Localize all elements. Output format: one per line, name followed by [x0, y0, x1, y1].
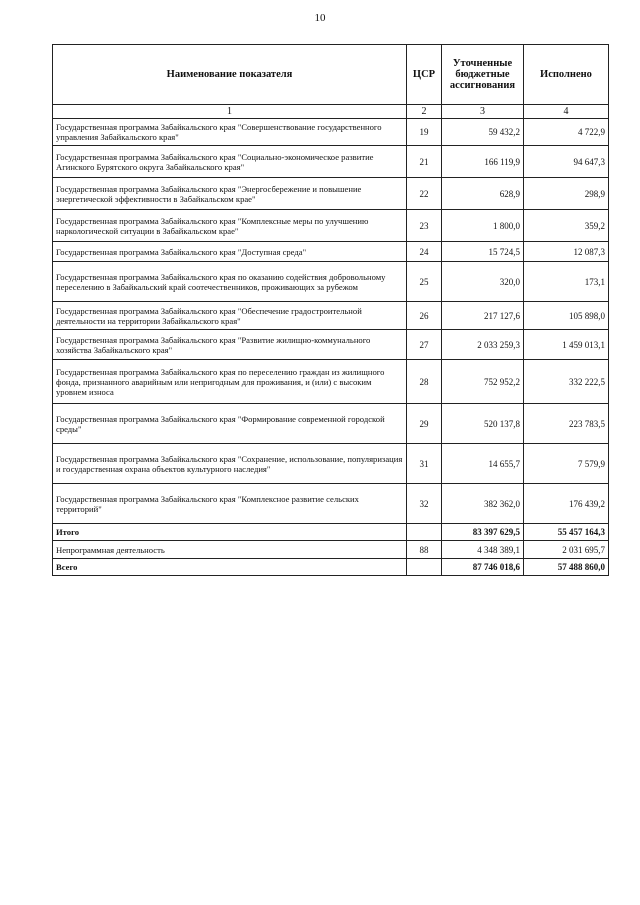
row-name: Государственная программа Забайкальского края "Комплексное развитие сельских территорий": [53, 484, 407, 524]
non-program-csr: 88: [407, 541, 442, 559]
row-allocations: 628,9: [442, 178, 524, 210]
row-csr: 21: [407, 146, 442, 178]
row-executed: 1 459 013,1: [524, 330, 609, 360]
column-number-row: [53, 105, 609, 119]
table-row: [53, 330, 609, 360]
table-row: [53, 242, 609, 262]
table-row: [53, 178, 609, 210]
row-csr: 26: [407, 302, 442, 330]
table-row: [53, 146, 609, 178]
row-executed: 7 579,9: [524, 444, 609, 484]
row-name: Государственная программа Забайкальского края "Формирование современной городской среды": [53, 404, 407, 444]
table-row: [53, 404, 609, 444]
row-executed: 332 222,5: [524, 360, 609, 404]
row-executed: 298,9: [524, 178, 609, 210]
column-number: 1: [53, 105, 407, 119]
row-executed: 173,1: [524, 262, 609, 302]
row-csr: 28: [407, 360, 442, 404]
row-allocations: 15 724,5: [442, 242, 524, 262]
total-programs-label: Итого: [53, 524, 407, 541]
row-name: Государственная программа Забайкальского края "Комплексные меры по улучшению наркологической ситуации в Забайкальском крае": [53, 210, 407, 242]
table-row: [53, 444, 609, 484]
grand-total-row: [53, 559, 609, 576]
row-allocations: 520 137,8: [442, 404, 524, 444]
row-csr: 32: [407, 484, 442, 524]
row-allocations: 166 119,9: [442, 146, 524, 178]
row-executed: 176 439,2: [524, 484, 609, 524]
column-number: 3: [442, 105, 524, 119]
row-name: Государственная программа Забайкальского края "Сохранение, использование, популяризация и государственная охрана объектов культурного наследия": [53, 444, 407, 484]
grand-total-allocations: 87 746 018,6: [442, 559, 524, 576]
row-name: Государственная программа Забайкальского края "Энергосбережение и повышение энергетической эффективности в Забайкальском крае": [53, 178, 407, 210]
header-csr: ЦСР: [407, 45, 442, 105]
table-row: [53, 262, 609, 302]
row-executed: 12 087,3: [524, 242, 609, 262]
row-name: Государственная программа Забайкальского края "Обеспечение градостроительной деятельности на территории Забайкальского края": [53, 302, 407, 330]
row-csr: 19: [407, 119, 442, 146]
grand-total-csr: [407, 559, 442, 576]
table-row: [53, 210, 609, 242]
row-allocations: 59 432,2: [442, 119, 524, 146]
column-number: 2: [407, 105, 442, 119]
column-number: 4: [524, 105, 609, 119]
row-executed: 105 898,0: [524, 302, 609, 330]
row-name: Государственная программа Забайкальского края по переселению граждан из жилищного фонда, признанного аварийным или непригодным для проживания, и (или) с высоким уровнем износа: [53, 360, 407, 404]
row-executed: 223 783,5: [524, 404, 609, 444]
row-name: Государственная программа Забайкальского края по оказанию содействия добровольному переселению в Забайкальский край соотечественников, проживающих за рубежом: [53, 262, 407, 302]
total-programs-allocations: 83 397 629,5: [442, 524, 524, 541]
grand-total-label: Всего: [53, 559, 407, 576]
header-executed: Исполнено: [524, 45, 609, 105]
row-csr: 22: [407, 178, 442, 210]
page-number: 10: [314, 12, 326, 24]
total-programs-row: [53, 524, 609, 541]
row-csr: 24: [407, 242, 442, 262]
row-allocations: 2 033 259,3: [442, 330, 524, 360]
row-csr: 31: [407, 444, 442, 484]
row-csr: 27: [407, 330, 442, 360]
non-program-label: Непрограммная деятельность: [53, 541, 407, 559]
row-csr: 23: [407, 210, 442, 242]
row-executed: 359,2: [524, 210, 609, 242]
row-name: Государственная программа Забайкальского края "Доступная среда": [53, 242, 407, 262]
row-executed: 4 722,9: [524, 119, 609, 146]
table-row: [53, 484, 609, 524]
row-allocations: 752 952,2: [442, 360, 524, 404]
row-allocations: 382 362,0: [442, 484, 524, 524]
row-name: Государственная программа Забайкальского края "Совершенствование государственного управления Забайкальского края": [53, 119, 407, 146]
header-name: Наименование показателя: [53, 45, 407, 105]
table-row: [53, 360, 609, 404]
row-csr: 29: [407, 404, 442, 444]
row-allocations: 217 127,6: [442, 302, 524, 330]
non-program-executed: 2 031 695,7: [524, 541, 609, 559]
row-name: Государственная программа Забайкальского края "Социально-экономическое развитие Агинского Бурятского округа Забайкальского края": [53, 146, 407, 178]
row-csr: 25: [407, 262, 442, 302]
total-programs-executed: 55 457 164,3: [524, 524, 609, 541]
non-program-row: [53, 541, 609, 559]
header-allocations: Уточненные бюджетные ассигнования: [442, 45, 524, 105]
row-allocations: 1 800,0: [442, 210, 524, 242]
grand-total-executed: 57 488 860,0: [524, 559, 609, 576]
budget-execution-table: [52, 44, 609, 576]
non-program-allocations: 4 348 389,1: [442, 541, 524, 559]
total-programs-csr: [407, 524, 442, 541]
table-row: [53, 119, 609, 146]
row-allocations: 14 655,7: [442, 444, 524, 484]
row-name: Государственная программа Забайкальского края "Развитие жилищно-коммунального хозяйства Забайкальского края": [53, 330, 407, 360]
table-header-row: [53, 45, 609, 105]
row-allocations: 320,0: [442, 262, 524, 302]
row-executed: 94 647,3: [524, 146, 609, 178]
table-row: [53, 302, 609, 330]
